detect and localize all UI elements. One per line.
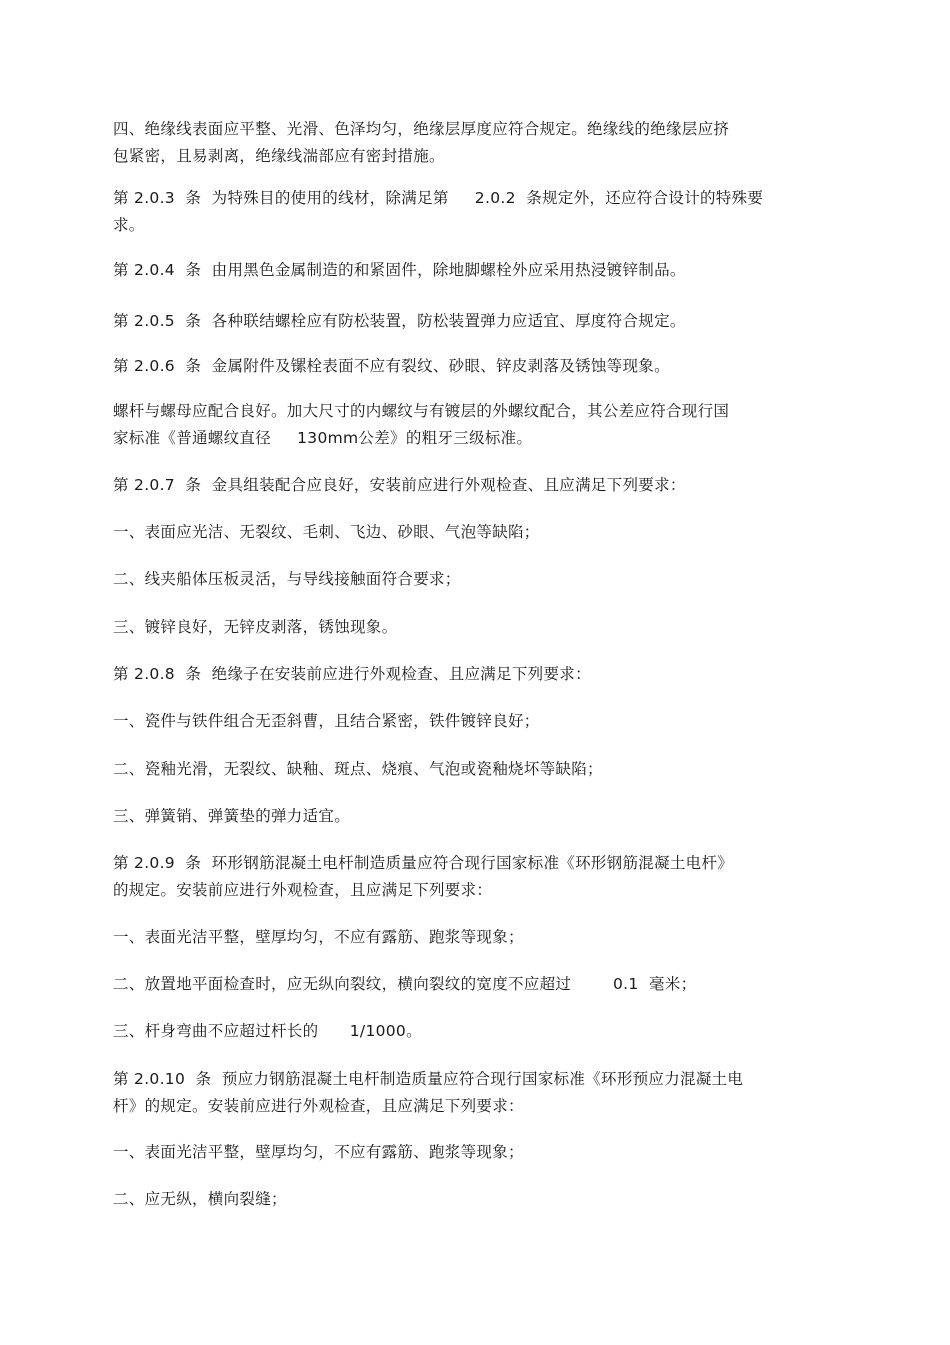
line: 二、瓷釉光滑，无裂纹、缺釉、斑点、烧痕、气泡或瓷釉烧坏等缺陷； [113, 760, 603, 778]
line: 一、瓷件与铁件组合无歪斜曹，且结合紧密，铁件镀锌良好； [113, 712, 540, 730]
line: 第 2.0.6 条 金属附件及镙栓表面不应有裂纹、砂眼、锌皮剥落及锈蚀等现象。 [113, 357, 670, 375]
list-item [113, 1139, 838, 1166]
list-item [113, 803, 838, 830]
line: 第 2.0.4 条 由用黑色金属制造的和紧固件，除地脚螺栓外应采用热浸镀锌制品。 [113, 261, 686, 279]
paragraph-article-2-0-8 [113, 661, 838, 688]
line: 二、应无纵，横向裂缝； [113, 1190, 287, 1208]
paragraph-article-2-0-4 [113, 257, 838, 284]
list-item [113, 708, 838, 735]
paragraph-insulation-surface [113, 116, 838, 170]
line: 二、线夹船体压板灵活，与导线接触面符合要求； [113, 570, 461, 588]
line: 一、表面光洁平整，壁厚均匀，不应有露筋、跑浆等现象； [113, 928, 524, 946]
paragraph-article-2-0-6 [113, 353, 838, 380]
line: 二、放置地平面检查时，应无纵向裂纹，横向裂纹的宽度不应超过 0.1 毫米； [113, 975, 697, 993]
paragraph-article-2-0-10 [113, 1066, 838, 1120]
line: 一、表面光洁平整，壁厚均匀，不应有露筋、跑浆等现象； [113, 1143, 524, 1161]
line: 第 2.0.9 条 环形钢筋混凝土电杆制造质量应符合现行国家标准《环形钢筋混凝土电杆》 [113, 854, 734, 872]
line: 求。 [113, 216, 145, 234]
line: 一、表面应光洁、无裂纹、毛刺、飞边、砂眼、气泡等缺陷； [113, 523, 540, 541]
line: 杆》的规定。安装前应进行外观检查，且应满足下列要求： [113, 1097, 524, 1115]
line: 的规定。安装前应进行外观检查，且应满足下列要求： [113, 881, 493, 899]
line: 三、镀锌良好，无锌皮剥落，锈蚀现象。 [113, 618, 398, 636]
line: 三、弹簧销、弹簧垫的弹力适宜。 [113, 807, 351, 825]
line: 第 2.0.3 条 为特殊目的使用的线材，除满足第 2.0.2 条规定外，还应符合设计的特殊要 [113, 189, 764, 207]
paragraph-article-2-0-9 [113, 850, 838, 904]
line: 四、绝缘线表面应平整、光滑、色泽均匀，绝缘层厚度应符合规定。绝缘线的绝缘层应挤 [113, 120, 730, 138]
list-item [113, 924, 838, 951]
paragraph-screw-nut [113, 398, 838, 452]
line: 包紧密，且易剥离，绝缘线湍部应有密封措施。 [113, 147, 445, 165]
line: 第 2.0.8 条 绝缘子在安装前应进行外观检查、且应满足下列要求： [113, 665, 591, 683]
line: 三、杆身弯曲不应超过杆长的 1/1000。 [113, 1022, 422, 1040]
list-item [113, 1018, 838, 1045]
line: 第 2.0.7 条 金具组装配合应良好，安装前应进行外观检查、且应满足下列要求： [113, 476, 686, 494]
line: 第 2.0.10 条 预应力钢筋混凝土电杆制造质量应符合现行国家标准《环形预应力混凝土电 [113, 1070, 744, 1088]
line: 家标准《普通螺纹直径 130mm公差》的粗牙三级标准。 [113, 429, 533, 447]
line: 螺杆与螺母应配合良好。加大尺寸的内螺纹与有镀层的外螺纹配合，其公差应符合现行国 [113, 402, 730, 420]
paragraph-article-2-0-3 [113, 185, 838, 239]
paragraph-article-2-0-7 [113, 472, 838, 499]
list-item [113, 756, 838, 783]
list-item [113, 519, 838, 546]
list-item [113, 614, 838, 641]
line: 第 2.0.5 条 各种联结螺栓应有防松装置，防松装置弹力应适宜、厚度符合规定。 [113, 312, 686, 330]
paragraph-article-2-0-5 [113, 308, 838, 335]
list-item [113, 971, 838, 998]
list-item [113, 1186, 838, 1213]
list-item [113, 566, 838, 593]
